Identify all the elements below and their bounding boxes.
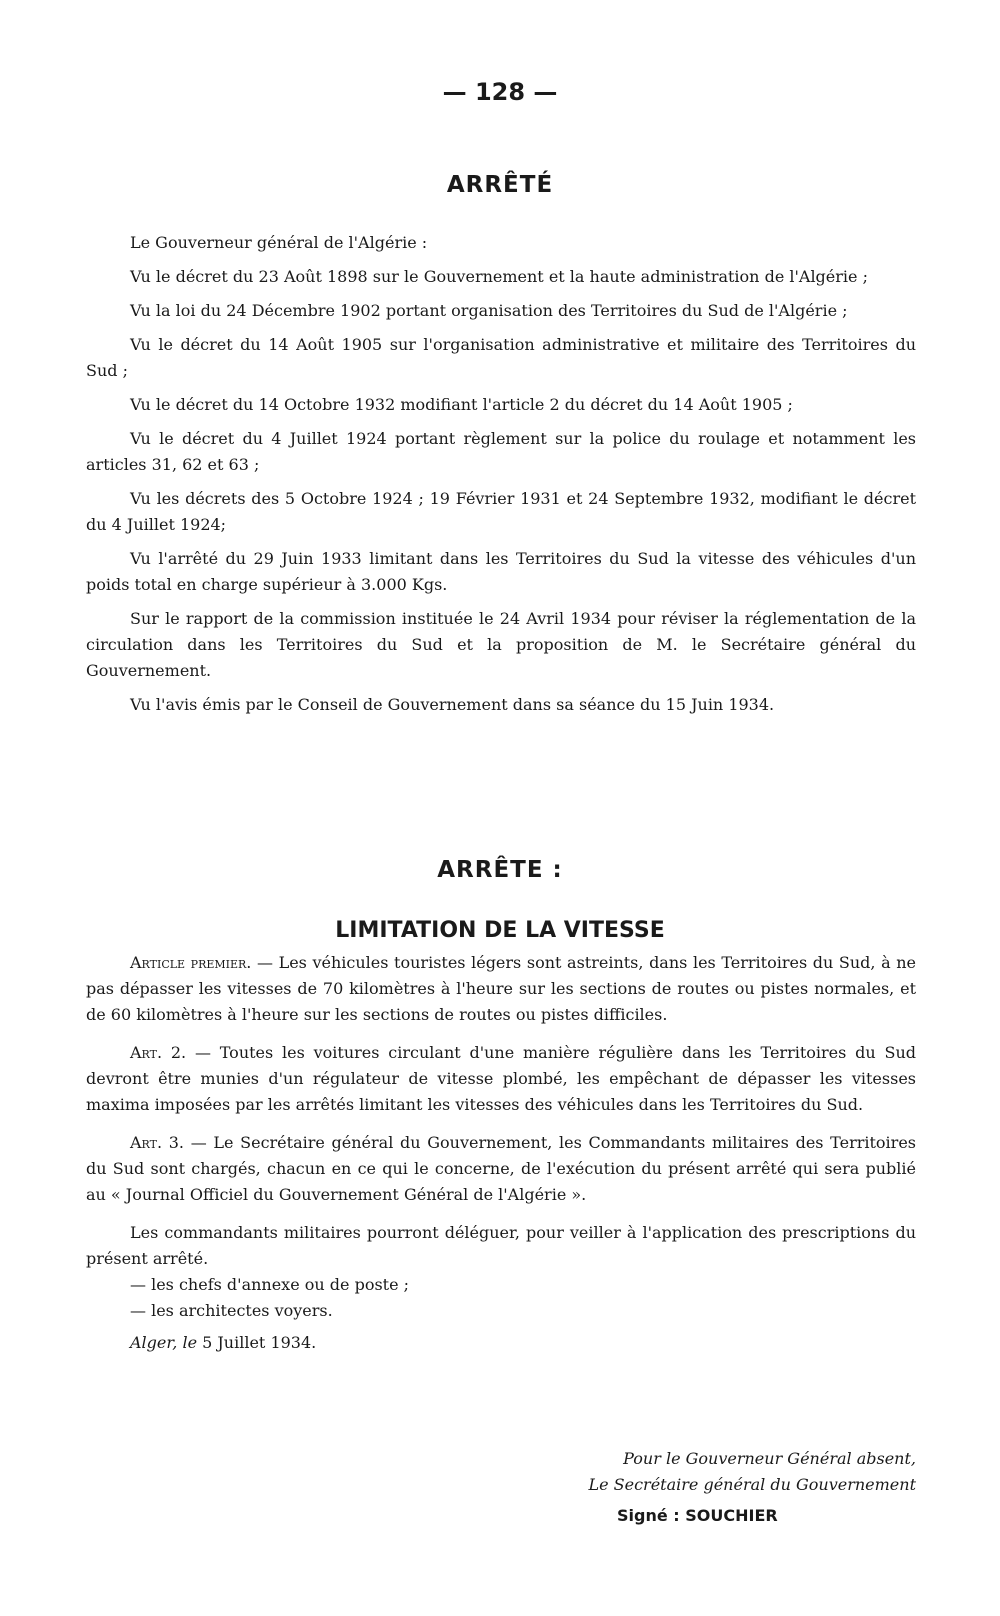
articles bbox=[86, 950, 916, 1356]
article-2 bbox=[86, 1040, 916, 1118]
section-heading: LIMITATION DE LA VITESSE bbox=[335, 918, 665, 943]
signature-line-2: Le Secrétaire général du Gouvernement bbox=[588, 1475, 916, 1494]
article-text: — Toutes les voitures circulant d'une manière régulière dans les Territoires du Sud devront être munies d'un régulateur de vitesse plombé, les empêchant de dépasser les vitesses maxima imposées par les arrêtés limitant les vitesses des véhicules dans les Territoires du Sud. bbox=[86, 1043, 916, 1114]
list-item: — les chefs d'annexe ou de poste ; bbox=[130, 1275, 410, 1294]
article-label: Art. 2. bbox=[130, 1043, 187, 1062]
preamble-paragraph: Vu les décrets des 5 Octobre 1924 ; 19 Février 1931 et 24 Septembre 1932, modifiant le décret du 4 Juillet 1924; bbox=[86, 489, 916, 534]
place: Alger, le bbox=[130, 1333, 198, 1352]
delegation-text: Les commandants militaires pourront déléguer, pour veiller à l'application des prescriptions du présent arrêté. bbox=[86, 1223, 916, 1268]
preamble-paragraph: Vu le décret du 23 Août 1898 sur le Gouvernement et la haute administration de l'Algérie ; bbox=[130, 267, 868, 286]
signature-block bbox=[588, 1446, 916, 1498]
preamble bbox=[86, 230, 916, 718]
article-1 bbox=[86, 950, 916, 1028]
preamble-paragraph: Vu l'arrêté du 29 Juin 1933 limitant dans les Territoires du Sud la vitesse des véhicules d'un poids total en charge supérieur à 3.000 Kgs. bbox=[86, 549, 916, 594]
place-date bbox=[130, 1330, 916, 1356]
preamble-intro: Le Gouverneur général de l'Algérie : bbox=[130, 233, 428, 252]
article-text: — Les véhicules touristes légers sont astreints, dans les Territoires du Sud, à ne pas dépasser les vitesses de 70 kilomètres à l'heure sur les sections de routes ou pistes normales, et de 60 kilomètres à l'heure sur les sections de routes ou pistes difficiles. bbox=[86, 953, 916, 1024]
article-3 bbox=[86, 1130, 916, 1208]
article-label: Article premier. bbox=[130, 953, 252, 972]
delegation-list bbox=[130, 1272, 916, 1324]
decree-heading: ARRÊTE : bbox=[437, 857, 563, 883]
list-item: — les architectes voyers. bbox=[130, 1301, 333, 1320]
article-text: — Le Secrétaire général du Gouvernement, les Commandants militaires des Territoires du Sud sont chargés, chacun en ce qui le concerne, de l'exécution du présent arrêté qui sera publié au « Journal Officiel du Gouvernement Général de l'Algérie ». bbox=[86, 1133, 916, 1204]
signature-line-1: Pour le Gouverneur Général absent, bbox=[623, 1449, 916, 1468]
article-label: Art. 3. bbox=[130, 1133, 185, 1152]
preamble-paragraph: Vu le décret du 14 Octobre 1932 modifiant l'article 2 du décret du 14 Août 1905 ; bbox=[130, 395, 793, 414]
preamble-paragraph: Vu le décret du 4 Juillet 1924 portant règlement sur la police du roulage et notamment les articles 31, 62 et 63 ; bbox=[86, 429, 916, 474]
preamble-paragraph: Sur le rapport de la commission instituée le 24 Avril 1934 pour réviser la réglementation de la circulation dans les Territoires du Sud et la proposition de M. le Secrétaire général du Gouvernement. bbox=[86, 609, 916, 680]
preamble-paragraph: Vu l'avis émis par le Conseil de Gouvernement dans sa séance du 15 Juin 1934. bbox=[130, 695, 775, 714]
date: 5 Juillet 1934. bbox=[197, 1333, 317, 1352]
preamble-paragraph: Vu la loi du 24 Décembre 1902 portant organisation des Territoires du Sud de l'Algérie ; bbox=[130, 301, 848, 320]
signed-by: Signé : SOUCHIER bbox=[617, 1506, 778, 1525]
preamble-paragraph: Vu le décret du 14 Août 1905 sur l'organisation administrative et militaire des Territoires du Sud ; bbox=[86, 335, 916, 380]
document-title: ARRÊTÉ bbox=[446, 172, 554, 198]
page-number: — 128 — bbox=[442, 78, 558, 106]
